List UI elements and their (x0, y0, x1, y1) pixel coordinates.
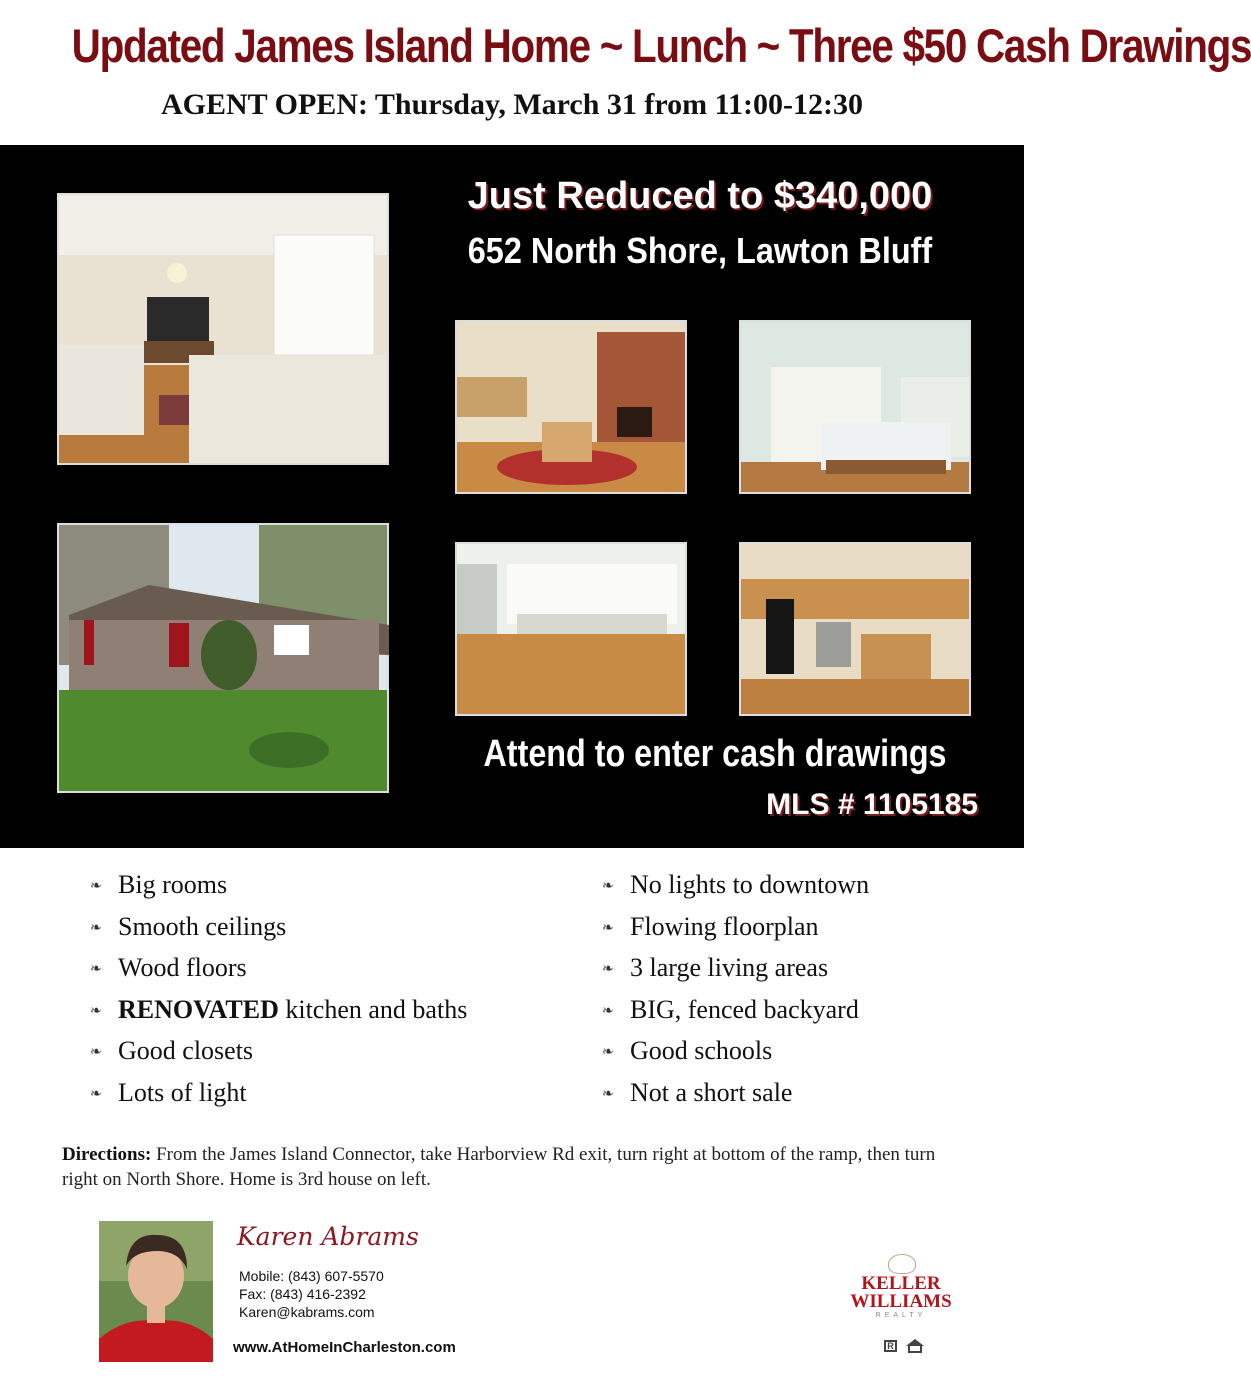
bullet-icon: ❧ (90, 879, 102, 895)
bullet-icon: ❧ (90, 962, 102, 978)
living-room-photo (57, 193, 389, 465)
feature-emphasis: RENOVATED (118, 994, 279, 1024)
bullet-icon: ❧ (602, 962, 614, 978)
flyer-headline: Updated James Island Home ~ Lunch ~ Three $50 Cash Drawings (71, 19, 1251, 72)
bullet-icon: ❧ (90, 1045, 102, 1061)
agent-website-link[interactable]: www.AtHomeInCharleston.com (233, 1339, 456, 1356)
directions-text: From the James Island Connector, take Harborview Rd exit, turn right at bottom of the ramp, then turn right on North Shore. Home is 3rd house on left. (62, 1144, 936, 1190)
agent-signature: Karen Abrams (237, 1222, 419, 1251)
feature-item: ❧ Not a short sale (602, 1074, 869, 1116)
feature-item: ❧ Good closets (90, 1032, 467, 1074)
kw-line1: KELLER (861, 1273, 941, 1294)
realtor-icon: R (884, 1340, 897, 1352)
agent-mobile: Mobile: (843) 607-5570 (239, 1268, 384, 1284)
bedroom-photo (739, 320, 971, 494)
features-left-list (90, 866, 467, 1116)
feature-item: ❧ Good schools (602, 1032, 869, 1074)
agent-fax: Fax: (843) 416-2392 (239, 1286, 366, 1302)
agent-photo (99, 1221, 213, 1362)
feature-item: ❧ No lights to downtown (602, 866, 869, 908)
directions-paragraph (62, 1142, 962, 1192)
feature-item: ❧ RENOVATED kitchen and baths (90, 991, 467, 1033)
bullet-icon: ❧ (602, 879, 614, 895)
feature-item: ❧ Big rooms (90, 866, 467, 908)
directions-label: Directions: (62, 1144, 152, 1165)
keller-williams-logo (838, 1250, 964, 1334)
features-right-list (602, 866, 869, 1116)
bullet-icon: ❧ (602, 1045, 614, 1061)
bullet-icon: ❧ (602, 1087, 614, 1102)
kw-line2: WILLIAMS (850, 1291, 952, 1312)
kw-emblem-icon (888, 1254, 916, 1274)
agent-open-subhead: AGENT OPEN: Thursday, March 31 from 11:00-12:30 (161, 88, 863, 121)
house-exterior-photo (57, 523, 389, 793)
dining-room-photo (455, 320, 687, 494)
cash-drawing-cta: Attend to enter cash drawings (483, 733, 947, 775)
kw-line3: REALTY (875, 1312, 927, 1319)
address-text: 652 North Shore, Lawton Bluff (467, 230, 933, 271)
feature-item: ❧ Smooth ceilings (90, 908, 467, 950)
feature-item: ❧ BIG, fenced backyard (602, 991, 869, 1033)
bullet-icon: ❧ (90, 1003, 102, 1019)
bullet-icon: ❧ (90, 920, 102, 936)
equal-housing-base (908, 1346, 922, 1353)
kitchen-photo (739, 542, 971, 716)
feature-item: ❧ 3 large living areas (602, 949, 869, 991)
sunroom-photo (455, 542, 687, 716)
equal-housing-icon (906, 1339, 924, 1346)
bullet-icon: ❧ (602, 920, 614, 936)
feature-item: ❧ Flowing floorplan (602, 908, 869, 950)
agent-email[interactable]: Karen@kabrams.com (239, 1304, 375, 1320)
price-text: Just Reduced to $340,000 (467, 175, 933, 217)
mls-number: MLS # 1105185 (766, 788, 978, 821)
feature-item: ❧ Wood floors (90, 949, 467, 991)
bullet-icon: ❧ (602, 1003, 614, 1019)
bullet-icon: ❧ (90, 1087, 102, 1102)
feature-item: ❧ Lots of light (90, 1074, 467, 1116)
